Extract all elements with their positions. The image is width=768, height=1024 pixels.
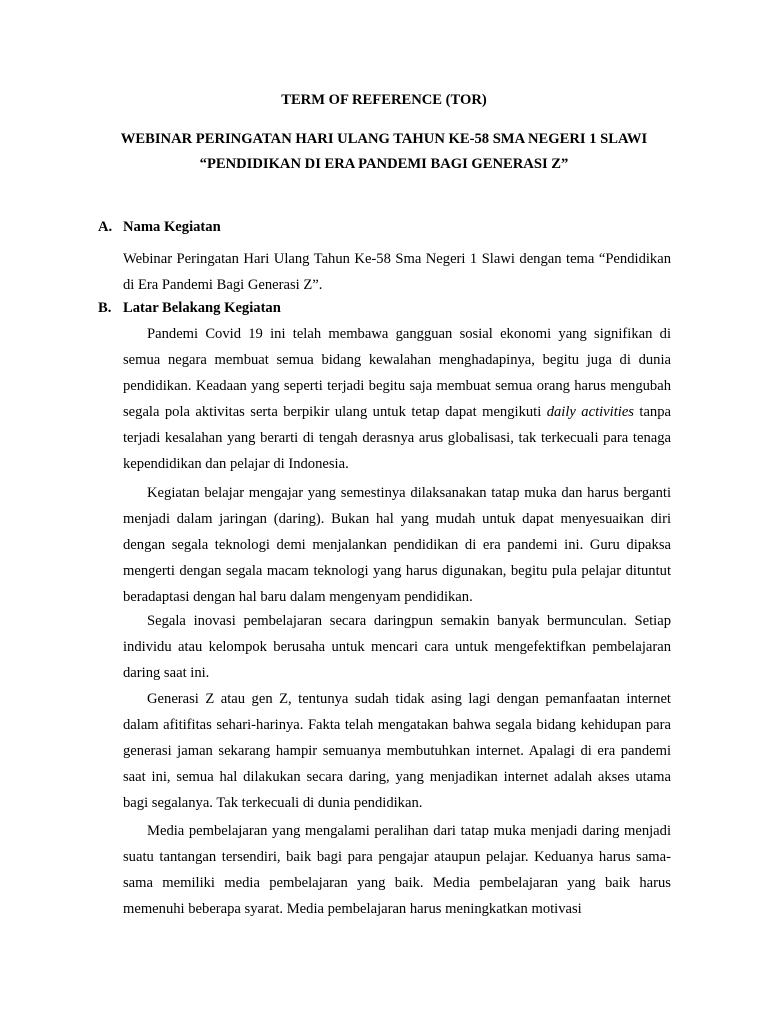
section-b-title: Latar Belakang Kegiatan [123,300,281,316]
background-paragraph-4: Generasi Z atau gen Z, tentunya sudah tidak asing lagi dengan pemanfaatan internet dalam afitifitas sehari-harinya. Fakta telah mengatakan bahwa segala bidang kehidupan para generasi jaman sekarang hampir semuanya membutuhkan internet. Apalagi di era pandemi saat ini, semua hal dilakukan secara daring, yang menjadikan internet adalah akses utama bagi segalanya. Tak terkecuali di dunia pendidikan. [123,691,671,811]
paragraph-1-italic: daily activities [546,404,634,420]
section-b-heading [98,300,281,317]
background-paragraph-3: Segala inovasi pembelajaran secara daringpun semakin banyak bermunculan. Setiap individu atau kelompok berusaha untuk mencari cara untuk mengefektifkan pembelajaran daring saat ini. [123,613,671,681]
event-title: WEBINAR PERINGATAN HARI ULANG TAHUN KE-58 SMA NEGERI 1 SLAWI [120,131,648,147]
document-title: TERM OF REFERENCE (TOR) [281,92,487,108]
paragraph-1-text-a: Pandemi Covid 19 ini telah membawa gangguan sosial ekonomi yang signifikan di semua negara membuat semua bidang kewalahan menghadapinya, begitu juga di dunia pendidikan. Keadaan yang seperti terjadi begitu saja membuat semua orang harus mengubah segala pola aktivitas serta berpikir ulang untuk tetap dapat mengikuti [123,326,671,420]
section-a-letter: A. [98,219,113,235]
theme-title: “PENDIDIKAN DI ERA PANDEMI BAGI GENERASI Z” [199,156,569,172]
section-a-text: Webinar Peringatan Hari Ulang Tahun Ke-58 Sma Negeri 1 Slawi dengan tema “Pendidikan di Era Pandemi Bagi Generasi Z”. [123,251,671,293]
section-a-title: Nama Kegiatan [123,219,221,235]
background-paragraph-2: Kegiatan belajar mengajar yang semestinya dilaksanakan tatap muka dan harus berganti menjadi dalam jaringan (daring). Bukan hal yang mudah untuk dapat menyesuaikan diri dengan segala teknologi demi menjalankan pendidikan di era pandemi ini. Guru dipaksa mengerti dengan segala macam teknologi yang harus digunakan, begitu pula pelajar dituntut beradaptasi dengan hal baru dalam mengenyam pendidikan. [123,485,671,605]
section-b-letter: B. [98,300,112,316]
background-paragraph-5: Media pembelajaran yang mengalami peralihan dari tatap muka menjadi daring menjadi suatu tantangan tersendiri, baik bagi para pengajar ataupun pelajar. Keduanya harus sama-sama memiliki media pembelajaran yang baik. Media pembelajaran yang baik harus memenuhi beberapa syarat. Media pembelajaran harus meningkatkan motivasi [123,823,671,917]
section-a-heading [98,219,221,236]
paragraph-1-text-b: tanpa terjadi kesalahan yang berarti di tengah derasnya arus globalisasi, tak terkecuali para tenaga kependidikan dan pelajar di Indonesia. [123,404,671,472]
background-paragraph-1 [123,321,671,477]
